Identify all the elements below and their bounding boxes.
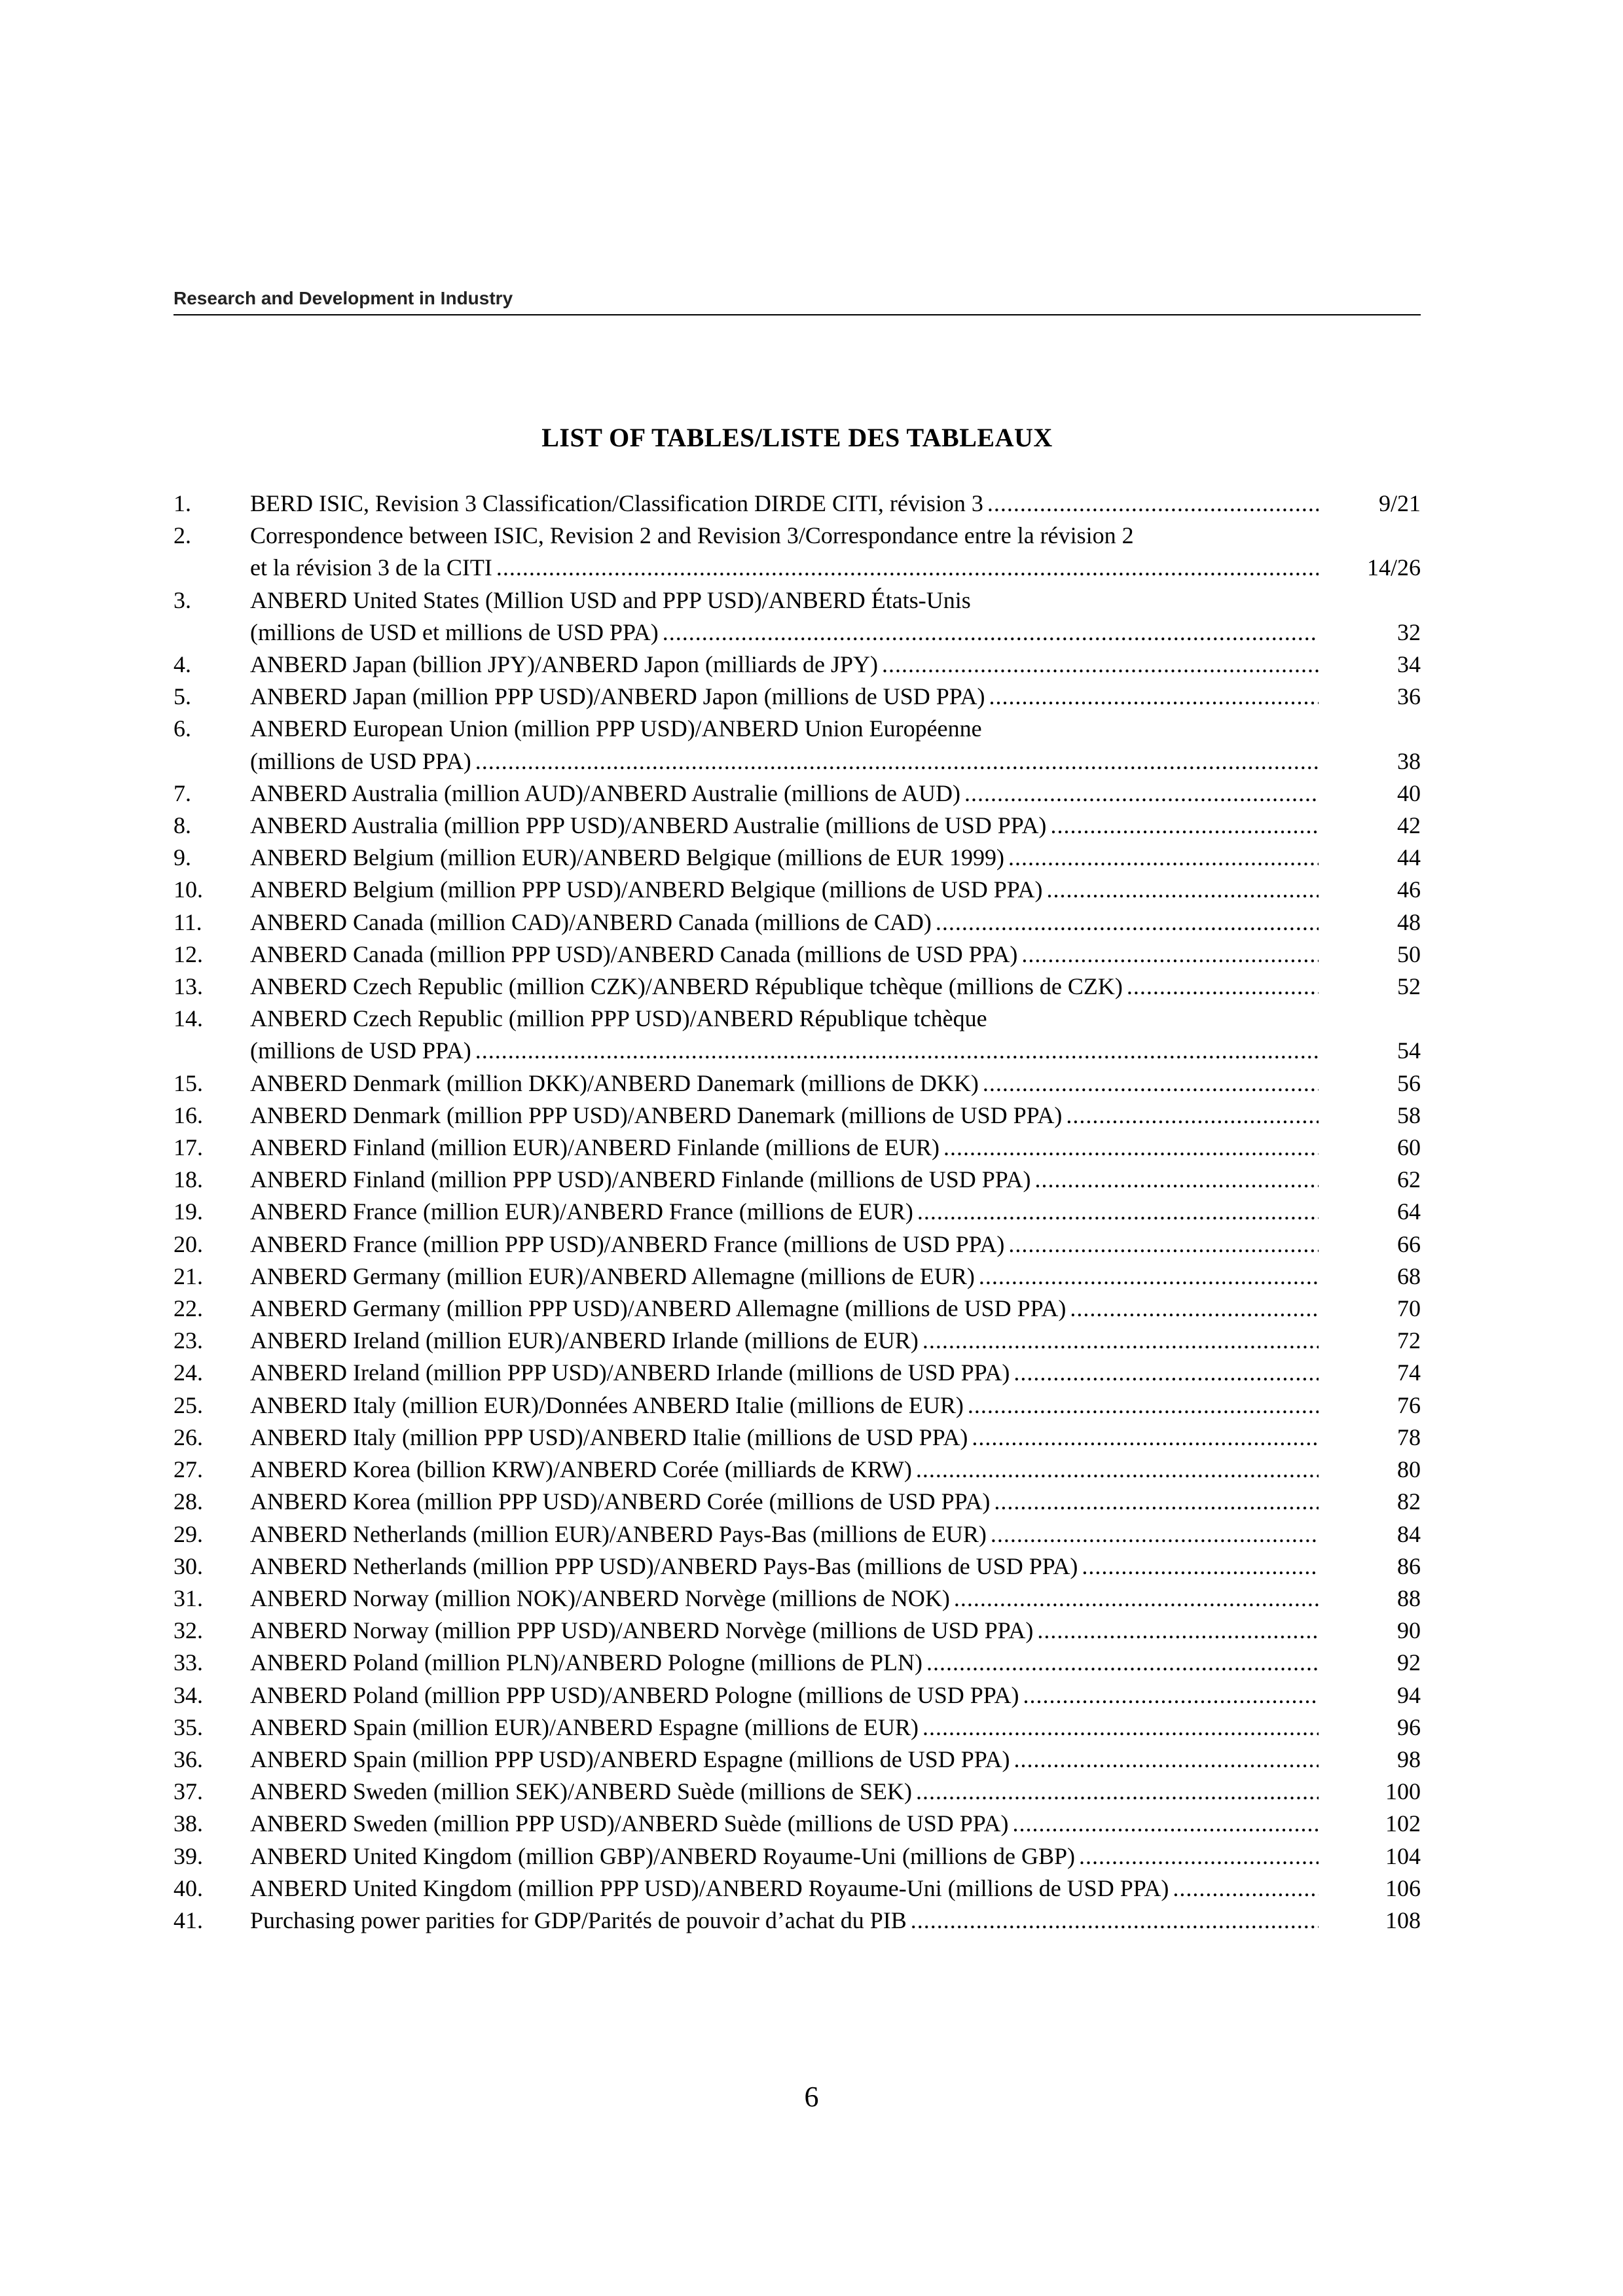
- entry-number: 23.: [173, 1327, 203, 1354]
- entry-page-number: 82: [1397, 1488, 1421, 1515]
- entry-number: 39.: [173, 1842, 203, 1869]
- entry-number: 5.: [173, 683, 191, 710]
- entry-page-number: 62: [1397, 1166, 1421, 1193]
- toc-entry[interactable]: [173, 1518, 1421, 1551]
- entry-page-number: 38: [1397, 747, 1421, 774]
- entry-title: [250, 874, 1322, 906]
- entry-page-number: 50: [1397, 941, 1421, 967]
- entry-title: [250, 1454, 1322, 1486]
- toc-entry[interactable]: [173, 874, 1421, 906]
- entry-page-number: 52: [1397, 973, 1421, 1000]
- entry-title: [250, 971, 1322, 1003]
- entry-page-number: 74: [1397, 1359, 1421, 1386]
- entry-number: 22.: [173, 1295, 203, 1322]
- toc-entry[interactable]: [173, 1067, 1421, 1100]
- toc-entry[interactable]: [173, 1712, 1421, 1744]
- entry-page-number: 96: [1397, 1713, 1421, 1740]
- dot-leader: [1173, 1873, 1319, 1905]
- toc-entry[interactable]: [173, 1422, 1421, 1454]
- entry-number: 9.: [173, 844, 191, 871]
- toc-entry[interactable]: [173, 1905, 1421, 1937]
- entry-title-line: ANBERD Norway (million PPP USD)/ANBERD Norvège (millions de USD PPA): [250, 1617, 1034, 1644]
- table-of-contents: [173, 488, 1421, 1937]
- entry-title-line: ANBERD Netherlands (million EUR)/ANBERD Pays-Bas (millions de EUR): [250, 1520, 987, 1547]
- entry-title-line: ANBERD Finland (million PPP USD)/ANBERD Finlande (millions de USD PPA): [250, 1166, 1031, 1193]
- entry-title-continuation: (millions de USD et millions de USD PPA): [250, 619, 659, 645]
- entry-page-number: 104: [1385, 1842, 1421, 1869]
- entry-title-line: ANBERD Korea (billion KRW)/ANBERD Corée (milliards de KRW): [250, 1456, 912, 1483]
- entry-number: 12.: [173, 941, 203, 967]
- dot-leader: [1050, 810, 1319, 842]
- dot-leader: [1021, 939, 1319, 971]
- entry-page-number: 80: [1397, 1456, 1421, 1483]
- entry-title-line: ANBERD United States (Million USD and PPP USD)/ANBERD États-Unis: [250, 586, 971, 613]
- toc-entry[interactable]: [173, 971, 1421, 1003]
- toc-entry[interactable]: [173, 681, 1421, 713]
- toc-entry[interactable]: [173, 1551, 1421, 1583]
- entry-page-number: 40: [1397, 780, 1421, 806]
- entry-number: 4.: [173, 651, 191, 678]
- toc-entry[interactable]: [173, 713, 1421, 777]
- entry-number: 3.: [173, 586, 191, 613]
- entry-title-line: ANBERD Ireland (million EUR)/ANBERD Irlande (millions de EUR): [250, 1327, 919, 1354]
- entry-title-line: ANBERD Italy (million PPP USD)/ANBERD Italie (millions de USD PPA): [250, 1424, 968, 1450]
- entry-page-number: 9/21: [1378, 490, 1421, 516]
- entry-title: [250, 1164, 1322, 1196]
- entry-title-line: ANBERD Australia (million AUD)/ANBERD Australie (millions de AUD): [250, 780, 960, 806]
- entry-title: [250, 1808, 1322, 1840]
- dot-leader: [1008, 842, 1319, 874]
- dot-leader: [1023, 1679, 1319, 1712]
- entry-page-number: 76: [1397, 1391, 1421, 1418]
- dot-leader: [943, 1132, 1319, 1164]
- entry-title-line: ANBERD Germany (million PPP USD)/ANBERD Allemagne (millions de USD PPA): [250, 1295, 1067, 1322]
- entry-title: [250, 1905, 1322, 1937]
- dot-leader: [926, 1647, 1319, 1679]
- dot-leader: [991, 1518, 1319, 1551]
- toc-entry[interactable]: [173, 810, 1421, 842]
- entry-page-number: 106: [1385, 1874, 1421, 1901]
- toc-entry[interactable]: [173, 1164, 1421, 1196]
- entry-number: 16.: [173, 1102, 203, 1128]
- entry-title-line: Correspondence between ISIC, Revision 2 and Revision 3/Correspondance entre la révision 2: [250, 522, 1134, 549]
- entry-number: 25.: [173, 1391, 203, 1418]
- dot-leader: [968, 1390, 1319, 1422]
- dot-leader: [972, 1422, 1319, 1454]
- dot-leader: [983, 1067, 1319, 1100]
- toc-entry[interactable]: [173, 1100, 1421, 1132]
- entry-number: 10.: [173, 876, 203, 903]
- entry-page-number: 84: [1397, 1520, 1421, 1547]
- entry-number: 17.: [173, 1134, 203, 1161]
- entry-page-number: 32: [1397, 619, 1421, 645]
- running-header: Research and Development in Industry: [173, 288, 1421, 315]
- entry-title-line: ANBERD Korea (million PPP USD)/ANBERD Corée (millions de USD PPA): [250, 1488, 991, 1515]
- entry-title: [250, 1615, 1322, 1647]
- entry-title-continuation: (millions de USD PPA): [250, 747, 471, 774]
- dot-leader: [1046, 874, 1319, 906]
- entry-title: [250, 488, 1322, 520]
- entry-number: 30.: [173, 1552, 203, 1579]
- entry-number: 13.: [173, 973, 203, 1000]
- toc-entry[interactable]: [173, 1615, 1421, 1647]
- entry-title-line: ANBERD Poland (million PLN)/ANBERD Pologne (millions de PLN): [250, 1649, 923, 1676]
- entry-title: [250, 1583, 1322, 1615]
- toc-entry[interactable]: [173, 1261, 1421, 1293]
- entry-title: [250, 1229, 1322, 1261]
- entry-page-number: 88: [1397, 1585, 1421, 1611]
- dot-leader: [1013, 1357, 1319, 1389]
- entry-title-line: ANBERD Denmark (million PPP USD)/ANBERD Danemark (millions de USD PPA): [250, 1102, 1063, 1128]
- entry-title-line: ANBERD Finland (million EUR)/ANBERD Finlande (millions de EUR): [250, 1134, 939, 1161]
- page-number: 6: [804, 2081, 819, 2113]
- entry-number: 28.: [173, 1488, 203, 1515]
- dot-leader: [1066, 1100, 1319, 1132]
- entry-page-number: 98: [1397, 1746, 1421, 1772]
- entry-title-line: ANBERD Sweden (million PPP USD)/ANBERD Suède (millions de USD PPA): [250, 1810, 1009, 1837]
- entry-title: [250, 1357, 1322, 1389]
- entry-title-line: ANBERD Czech Republic (million CZK)/ANBERD République tchèque (millions de CZK): [250, 973, 1123, 1000]
- entry-page-number: 42: [1397, 812, 1421, 839]
- entry-page-number: 66: [1397, 1230, 1421, 1257]
- entry-title: [250, 1196, 1322, 1228]
- dot-leader: [1008, 1229, 1319, 1261]
- entry-title: [250, 1551, 1322, 1583]
- toc-entry[interactable]: [173, 584, 1421, 649]
- entry-page-number: 78: [1397, 1424, 1421, 1450]
- dot-leader: [989, 681, 1319, 713]
- dot-leader: [964, 778, 1319, 810]
- entry-title-line: ANBERD Belgium (million EUR)/ANBERD Belgique (millions de EUR 1999): [250, 844, 1004, 871]
- entry-title: [250, 1647, 1322, 1679]
- entry-title-line: ANBERD Japan (million PPP USD)/ANBERD Japon (millions de USD PPA): [250, 683, 985, 710]
- entry-title-line: ANBERD France (million PPP USD)/ANBERD France (millions de USD PPA): [250, 1230, 1005, 1257]
- entry-page-number: 34: [1397, 651, 1421, 678]
- entry-title-line: ANBERD European Union (million PPP USD)/ANBERD Union Européenne: [250, 715, 982, 742]
- toc-entry[interactable]: [173, 1808, 1421, 1840]
- dot-leader: [1012, 1808, 1319, 1840]
- toc-entry[interactable]: [173, 649, 1421, 681]
- toc-entry[interactable]: [173, 1679, 1421, 1712]
- entry-title: [250, 1067, 1322, 1100]
- entry-title: [250, 1679, 1322, 1712]
- dot-leader: [917, 1196, 1319, 1228]
- entry-title: [250, 1840, 1322, 1873]
- entry-number: 19.: [173, 1198, 203, 1225]
- entry-page-number: 72: [1397, 1327, 1421, 1354]
- entry-number: 15.: [173, 1069, 203, 1096]
- entry-number: 26.: [173, 1424, 203, 1450]
- entry-number: 33.: [173, 1649, 203, 1676]
- entry-number: 20.: [173, 1230, 203, 1257]
- entry-title-line: ANBERD Netherlands (million PPP USD)/ANBERD Pays-Bas (millions de USD PPA): [250, 1552, 1078, 1579]
- entry-page-number: 36: [1397, 683, 1421, 710]
- toc-entry[interactable]: [173, 1486, 1421, 1518]
- page-title: LIST OF TABLES/LISTE DES TABLEAUX: [541, 423, 1053, 452]
- entry-title: [250, 842, 1322, 874]
- entry-title: [250, 1873, 1322, 1905]
- toc-entry[interactable]: [173, 1132, 1421, 1164]
- dot-leader: [1034, 1164, 1319, 1196]
- entry-number: 34.: [173, 1681, 203, 1708]
- entry-title: [250, 681, 1322, 713]
- entry-title-line: ANBERD United Kingdom (million PPP USD)/ANBERD Royaume-Uni (millions de USD PPA): [250, 1874, 1169, 1901]
- entry-page-number: 64: [1397, 1198, 1421, 1225]
- entry-title-line: ANBERD Belgium (million PPP USD)/ANBERD Belgique (millions de USD PPA): [250, 876, 1043, 903]
- entry-page-number: 70: [1397, 1295, 1421, 1322]
- toc-entry[interactable]: [173, 778, 1421, 810]
- entry-number: 35.: [173, 1713, 203, 1740]
- dot-leader: [987, 488, 1319, 520]
- entry-title-line: ANBERD Norway (million NOK)/ANBERD Norvège (millions de NOK): [250, 1585, 950, 1611]
- entry-page-number: 44: [1397, 844, 1421, 871]
- toc-entry[interactable]: [173, 1776, 1421, 1808]
- entry-title: [250, 584, 1322, 649]
- entry-title-line: ANBERD United Kingdom (million GBP)/ANBERD Royaume-Uni (millions de GBP): [250, 1842, 1075, 1869]
- entry-title: [250, 713, 1322, 777]
- toc-entry[interactable]: [173, 1293, 1421, 1325]
- entry-page-number: 56: [1397, 1069, 1421, 1096]
- toc-entry[interactable]: [173, 1229, 1421, 1261]
- dot-leader: [916, 1454, 1319, 1486]
- entry-page-number: 102: [1385, 1810, 1421, 1837]
- dot-leader: [994, 1486, 1319, 1518]
- entry-title: [250, 1325, 1322, 1357]
- entry-number: 38.: [173, 1810, 203, 1837]
- dot-leader: [916, 1776, 1319, 1808]
- entry-number: 18.: [173, 1166, 203, 1193]
- entry-title-line: ANBERD Poland (million PPP USD)/ANBERD Pologne (millions de USD PPA): [250, 1681, 1019, 1708]
- entry-title: [250, 1518, 1322, 1551]
- entry-title-line: ANBERD Spain (million EUR)/ANBERD Espagne (millions de EUR): [250, 1713, 919, 1740]
- entry-number: 27.: [173, 1456, 203, 1483]
- entry-page-number: 92: [1397, 1649, 1421, 1676]
- dot-leader: [1037, 1615, 1319, 1647]
- entry-number: 11.: [173, 908, 202, 935]
- entry-title-continuation: et la révision 3 de la CITI: [250, 554, 492, 581]
- entry-title-line: ANBERD Denmark (million DKK)/ANBERD Danemark (millions de DKK): [250, 1069, 979, 1096]
- entry-number: 37.: [173, 1778, 203, 1805]
- entry-number: 2.: [173, 522, 191, 549]
- entry-number: 1.: [173, 490, 191, 516]
- dot-leader: [475, 745, 1319, 778]
- entry-title-line: ANBERD Canada (million CAD)/ANBERD Canada (millions de CAD): [250, 908, 932, 935]
- toc-entry[interactable]: [173, 1390, 1421, 1422]
- toc-entry[interactable]: [173, 939, 1421, 971]
- entry-title-line: ANBERD Australia (million PPP USD)/ANBERD Australie (millions de USD PPA): [250, 812, 1047, 839]
- entry-title: [250, 1261, 1322, 1293]
- entry-number: 7.: [173, 780, 191, 806]
- entry-title: [250, 1293, 1322, 1325]
- entry-number: 8.: [173, 812, 191, 839]
- toc-entry[interactable]: [173, 1873, 1421, 1905]
- dot-leader: [979, 1261, 1319, 1293]
- toc-entry[interactable]: [173, 842, 1421, 874]
- entry-number: 36.: [173, 1746, 203, 1772]
- entry-title: [250, 1776, 1322, 1808]
- entry-title-line: ANBERD Italy (million EUR)/Données ANBERD Italie (millions de EUR): [250, 1391, 964, 1418]
- dot-leader: [911, 1905, 1319, 1937]
- entry-title-line: ANBERD Canada (million PPP USD)/ANBERD Canada (millions de USD PPA): [250, 941, 1018, 967]
- entry-title-line: ANBERD Germany (million EUR)/ANBERD Allemagne (millions de EUR): [250, 1263, 975, 1289]
- dot-leader: [1079, 1840, 1319, 1873]
- entry-title: [250, 906, 1322, 939]
- entry-title: [250, 778, 1322, 810]
- entry-page-number: 14/26: [1366, 554, 1421, 581]
- toc-entry[interactable]: [173, 1744, 1421, 1776]
- entry-number: 41.: [173, 1907, 203, 1933]
- entry-title: [250, 1390, 1322, 1422]
- entry-title: [250, 1003, 1322, 1067]
- entry-page-number: 60: [1397, 1134, 1421, 1161]
- entry-page-number: 108: [1385, 1907, 1421, 1933]
- entry-title: [250, 810, 1322, 842]
- entry-page-number: 46: [1397, 876, 1421, 903]
- dot-leader: [1082, 1551, 1319, 1583]
- entry-number: 14.: [173, 1005, 203, 1032]
- entry-page-number: 86: [1397, 1552, 1421, 1579]
- entry-title-line: ANBERD France (million EUR)/ANBERD France (millions de EUR): [250, 1198, 913, 1225]
- entry-number: 32.: [173, 1617, 203, 1644]
- entry-number: 29.: [173, 1520, 203, 1547]
- dot-leader: [496, 552, 1319, 584]
- entry-title: [250, 1712, 1322, 1744]
- toc-entry[interactable]: [173, 1454, 1421, 1486]
- entry-title-line: BERD ISIC, Revision 3 Classification/Classification DIRDE CITI, révision 3: [250, 490, 983, 516]
- toc-entry[interactable]: [173, 520, 1421, 584]
- toc-entry[interactable]: [173, 1583, 1421, 1615]
- toc-entry[interactable]: [173, 1840, 1421, 1873]
- dot-leader: [922, 1712, 1319, 1744]
- dot-leader: [936, 906, 1319, 939]
- entry-title-continuation: (millions de USD PPA): [250, 1037, 471, 1064]
- entry-number: 24.: [173, 1359, 203, 1386]
- entry-title: [250, 1100, 1322, 1132]
- entry-page-number: 90: [1397, 1617, 1421, 1644]
- entry-number: 31.: [173, 1585, 203, 1611]
- dot-leader: [882, 649, 1319, 681]
- entry-title: [250, 1744, 1322, 1776]
- dot-leader: [1013, 1744, 1319, 1776]
- entry-page-number: 68: [1397, 1263, 1421, 1289]
- entry-number: 21.: [173, 1263, 203, 1289]
- toc-entry[interactable]: [173, 906, 1421, 939]
- entry-title-line: ANBERD Spain (million PPP USD)/ANBERD Espagne (millions de USD PPA): [250, 1746, 1010, 1772]
- entry-number: 6.: [173, 715, 191, 742]
- entry-page-number: 48: [1397, 908, 1421, 935]
- entry-title-line: ANBERD Ireland (million PPP USD)/ANBERD Irlande (millions de USD PPA): [250, 1359, 1010, 1386]
- entry-title: [250, 1486, 1322, 1518]
- dot-leader: [663, 617, 1319, 649]
- entry-title-line: ANBERD Japan (billion JPY)/ANBERD Japon (milliards de JPY): [250, 651, 878, 678]
- entry-page-number: 94: [1397, 1681, 1421, 1708]
- toc-entry[interactable]: [173, 488, 1421, 520]
- entry-title-line: ANBERD Sweden (million SEK)/ANBERD Suède (millions de SEK): [250, 1778, 912, 1805]
- toc-entry[interactable]: [173, 1196, 1421, 1228]
- dot-leader: [1127, 971, 1319, 1003]
- entry-title: [250, 520, 1322, 584]
- dot-leader: [1070, 1293, 1319, 1325]
- dot-leader: [922, 1325, 1319, 1357]
- entry-title: [250, 1132, 1322, 1164]
- entry-title: [250, 939, 1322, 971]
- toc-entry[interactable]: [173, 1647, 1421, 1679]
- entry-page-number: 54: [1397, 1037, 1421, 1064]
- dot-leader: [954, 1583, 1319, 1615]
- entry-title: [250, 1422, 1322, 1454]
- entry-number: 40.: [173, 1874, 203, 1901]
- entry-title: [250, 649, 1322, 681]
- entry-title-line: ANBERD Czech Republic (million PPP USD)/ANBERD République tchèque: [250, 1005, 987, 1032]
- toc-entry[interactable]: [173, 1325, 1421, 1357]
- toc-entry[interactable]: [173, 1357, 1421, 1389]
- toc-entry[interactable]: [173, 1003, 1421, 1067]
- entry-page-number: 58: [1397, 1102, 1421, 1128]
- entry-page-number: 100: [1385, 1778, 1421, 1805]
- entry-title-line: Purchasing power parities for GDP/Parités de pouvoir d’achat du PIB: [250, 1907, 907, 1933]
- dot-leader: [475, 1035, 1319, 1067]
